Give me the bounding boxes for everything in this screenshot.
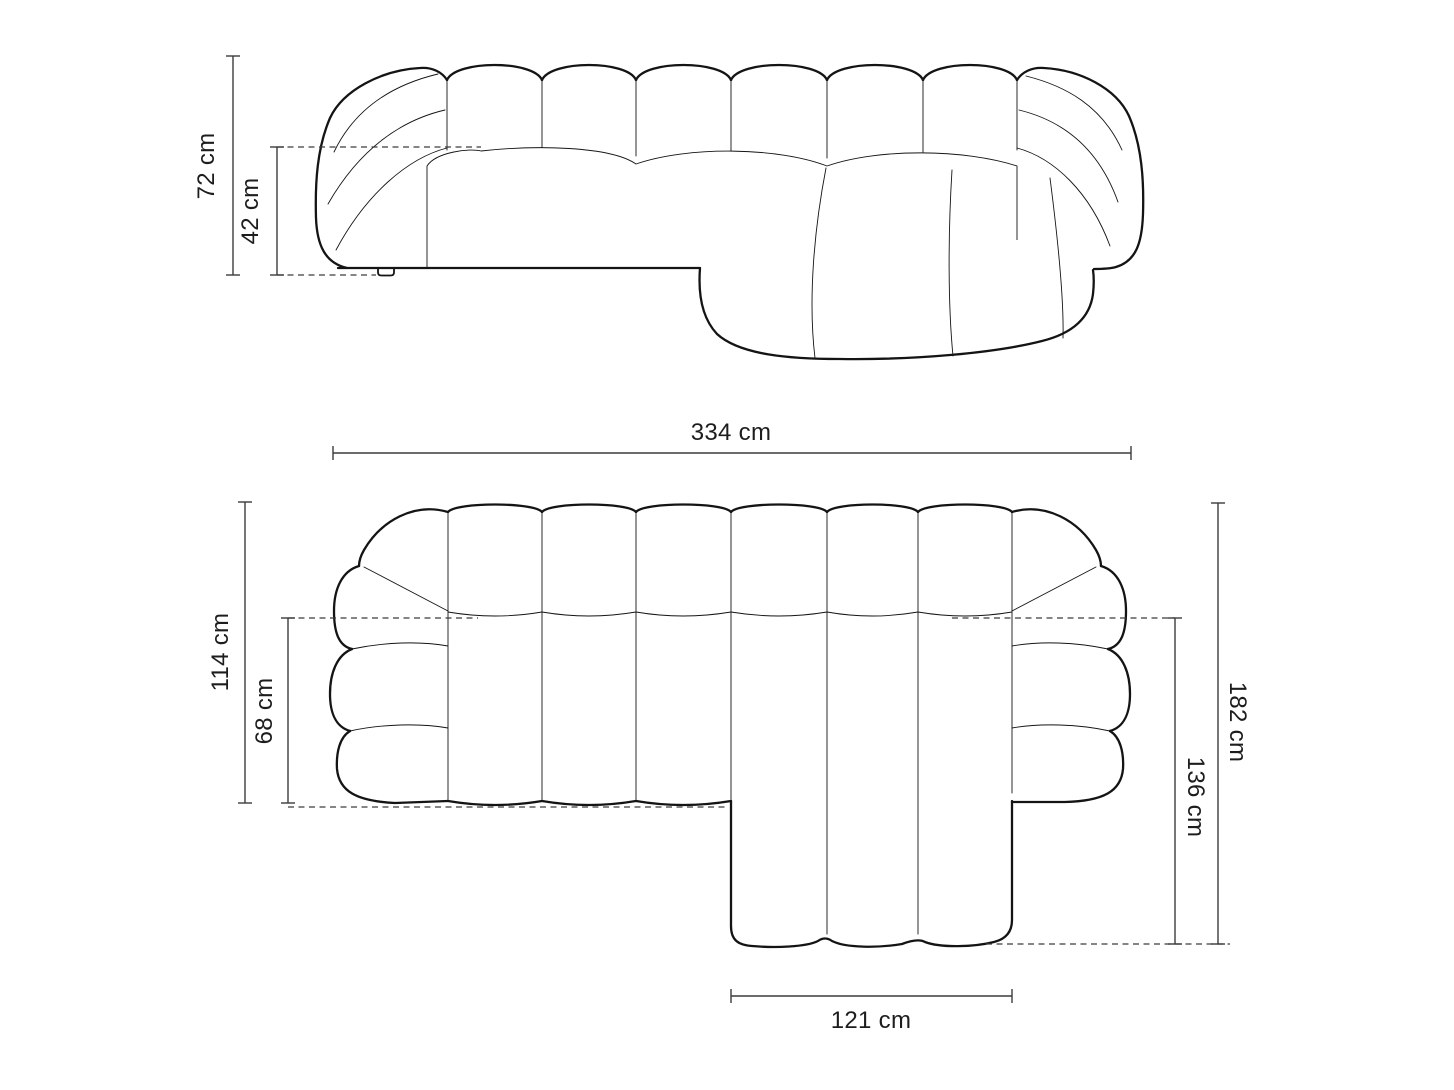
dim-label-body-depth: 114 cm <box>207 612 234 692</box>
front-elevation-drawing <box>316 65 1143 359</box>
plan-view-drawing <box>330 505 1130 947</box>
dim-label-total-depth: 182 cm <box>1224 681 1251 763</box>
dim-label-seat-depth: 68 cm <box>251 677 278 745</box>
dim-label-chaise-width: 121 cm <box>830 1007 912 1034</box>
dim-label-total-height: 72 cm <box>193 132 220 200</box>
dim-label-chaise-depth: 136 cm <box>1182 756 1209 838</box>
dim-label-total-width: 334 cm <box>690 419 772 446</box>
dim-label-seat-height: 42 cm <box>237 177 264 245</box>
